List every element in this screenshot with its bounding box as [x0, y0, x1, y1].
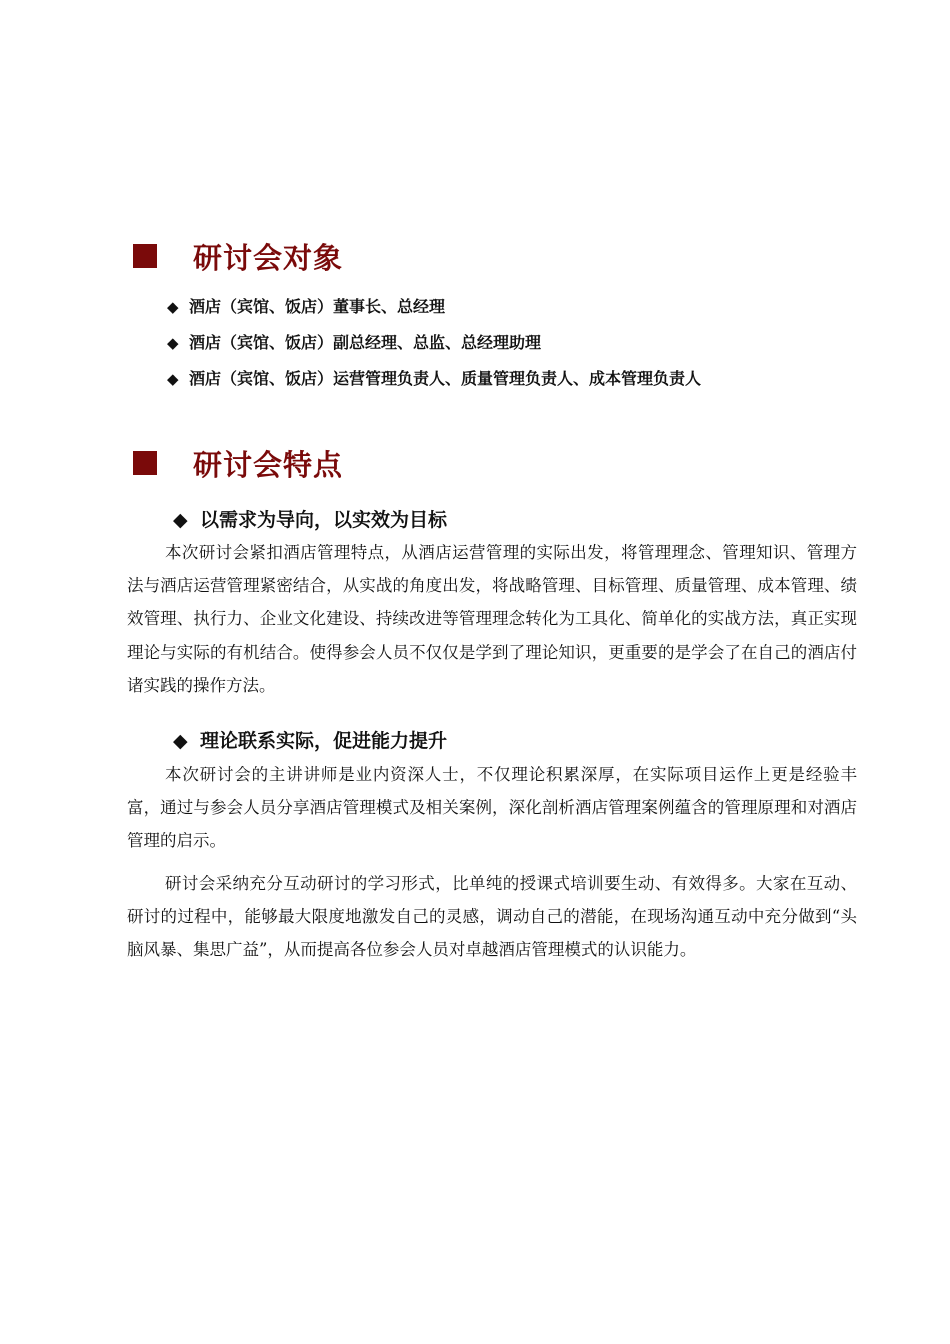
list-item-text: 酒店（宾馆、饭店）副总经理、总监、总经理助理 — [189, 333, 542, 352]
section-title: 研讨会对象 — [193, 240, 344, 275]
feature-heading-text: 理论联系实际，促进能力提升 — [200, 730, 448, 752]
feature-heading — [173, 726, 447, 753]
paragraph: 本次研讨会紧扣酒店管理特点，从酒店运营管理的实际出发，将管理理念、管理知识、管理方法与酒店运营管理紧密结合，从实战的角度出发，将战略管理、目标管理、质量管理、成本管理、绩效管理、执行力、企业文化建设、持续改进等管理理念转化为工具化、简单化的实战方法，真正实现理论与实际的有机结合。使得参会人员不仅仅是学到了理论知识，更重要的是学会了在自己的酒店付诸实践的操作方法。 — [127, 543, 857, 695]
diamond-bullet-icon: ◆ — [167, 334, 179, 352]
paragraph: 本次研讨会的主讲讲师是业内资深人士，不仅理论积累深厚，在实际项目运作上更是经验丰富，通过与参会人员分享酒店管理模式及相关案例，深化剖析酒店管理案例蕴含的管理原理和对酒店管理的启示。 — [127, 765, 857, 851]
list-item-text: 酒店（宾馆、饭店）运营管理负责人、质量管理负责人、成本管理负责人 — [189, 369, 702, 388]
list-item — [167, 296, 701, 332]
diamond-bullet-icon: ◆ — [173, 509, 188, 531]
list-item — [167, 332, 701, 368]
diamond-bullet-icon: ◆ — [167, 370, 179, 388]
section-title: 研讨会特点 — [193, 447, 344, 482]
feature-heading — [173, 505, 447, 532]
paragraph: 研讨会采纳充分互动研讨的学习形式，比单纯的授课式培训要生动、有效得多。大家在互动、研讨的过程中，能够最大限度地激发自己的灵感，调动自己的潜能，在现场沟通互动中充分做到“头脑风暴、集思广益”，从而提高各位参会人员对卓越酒店管理模式的认识能力。 — [127, 874, 857, 960]
audience-list — [167, 296, 701, 404]
feature-heading-text: 以需求为导向，以实效为目标 — [200, 509, 448, 531]
diamond-bullet-icon: ◆ — [173, 730, 188, 752]
square-bullet-icon — [133, 244, 157, 268]
section-heading-audience — [133, 236, 343, 276]
square-bullet-icon — [133, 451, 157, 475]
list-item-text: 酒店（宾馆、饭店）董事长、总经理 — [189, 297, 446, 316]
section-heading-features — [133, 443, 343, 483]
diamond-bullet-icon: ◆ — [167, 298, 179, 316]
list-item — [167, 368, 701, 404]
